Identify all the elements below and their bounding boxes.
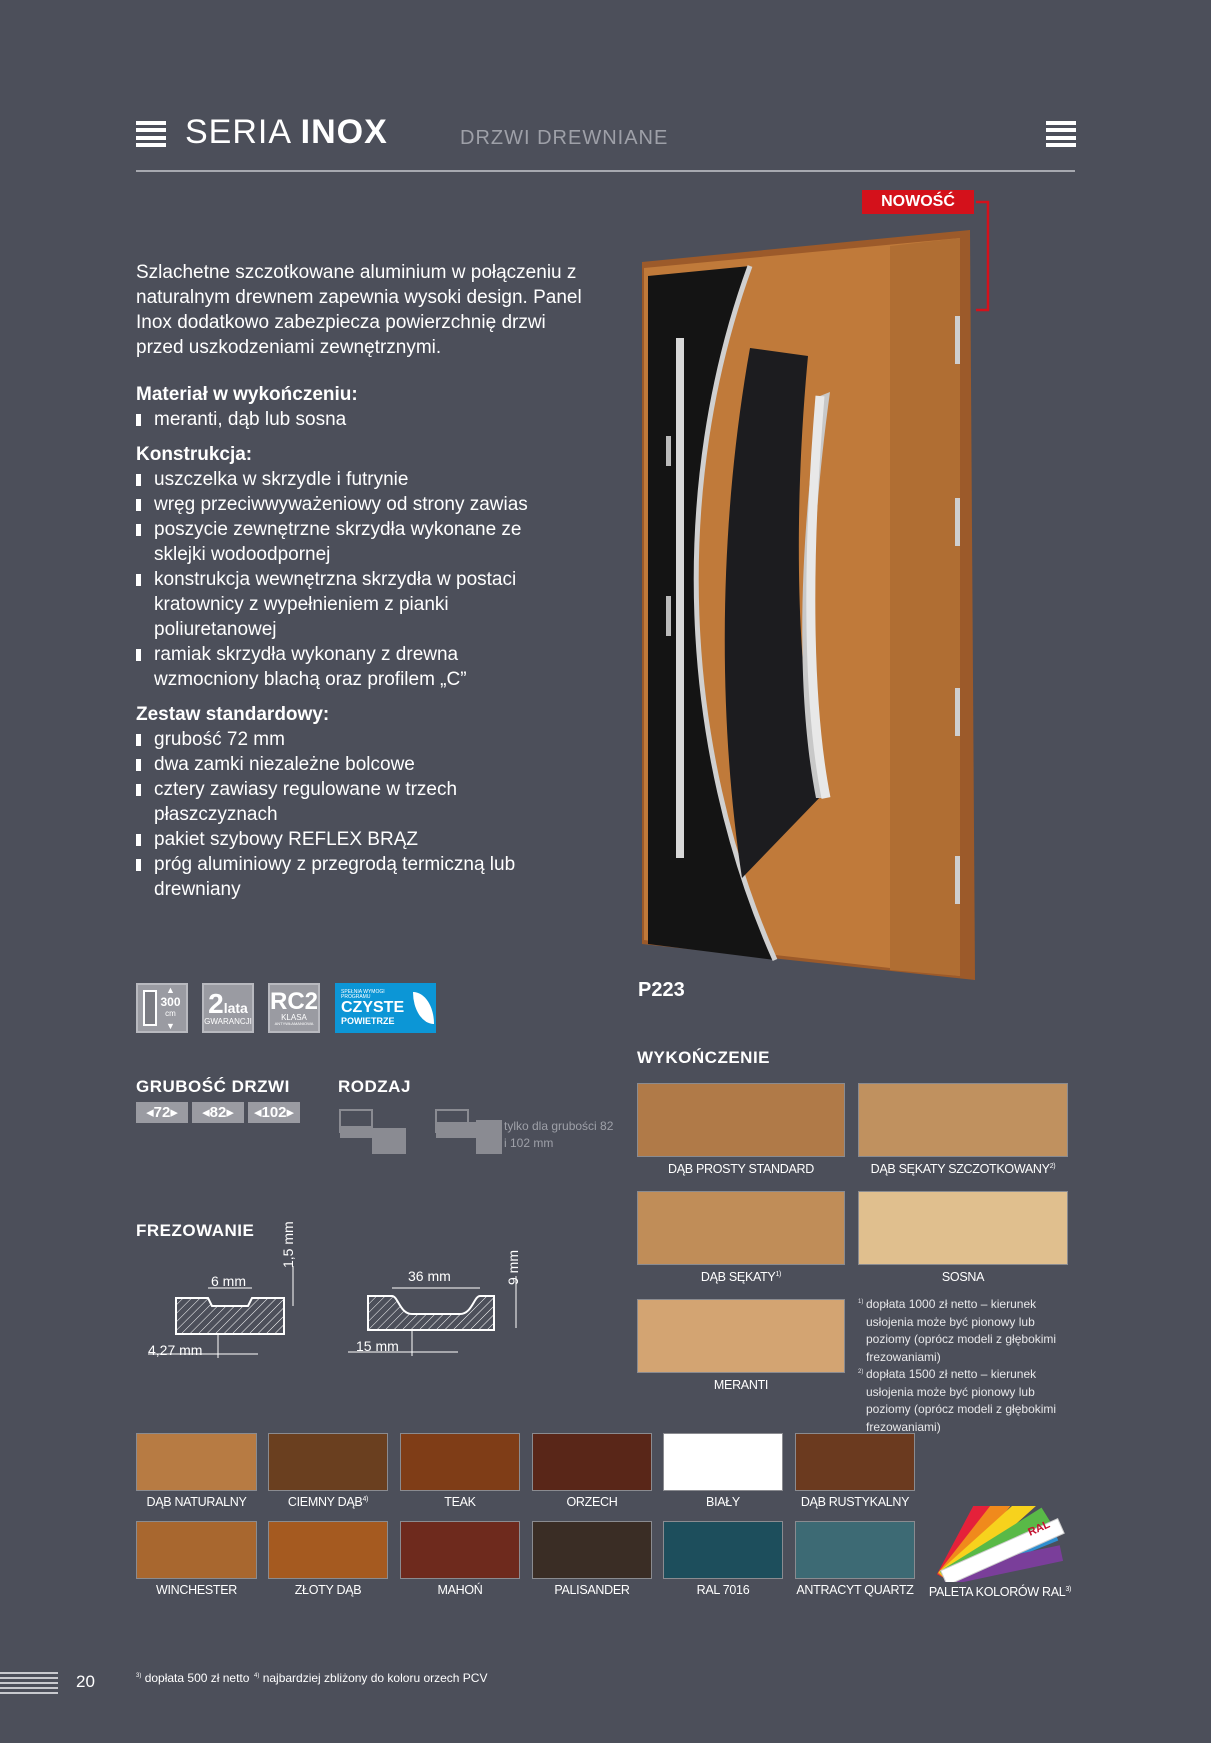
list-item: poszycie zewnętrzne skrzydła wykonane ze sklejki wodoodpornej: [136, 517, 596, 567]
thickness-option: ◂72▸: [136, 1102, 188, 1123]
material-heading: Materiał w wykończeniu:: [136, 384, 358, 405]
new-badge-connector: [976, 202, 988, 310]
finish-label: DĄB SĘKATY SZCZOTKOWANY$^{2)}$: [870, 1162, 1056, 1176]
standard-heading: Zestaw standardowy:: [136, 704, 330, 725]
color-label: ORZECH: [566, 1495, 618, 1509]
page-title: SERIA INOX: [185, 113, 388, 151]
menu-icon-right: [1046, 121, 1076, 147]
type-label: RODZAJ: [338, 1077, 411, 1096]
construction-list: [136, 467, 596, 692]
type-note: tylko dla grubości 82 i 102 mm: [504, 1119, 614, 1150]
list-item: ramiak skrzydła wykonany z drewna wzmocniony blachą oraz profilem „C”: [136, 642, 596, 692]
footer-note-4: $^{4)}$ najbardziej zbliżony do koloru orzech PCV: [254, 1671, 488, 1685]
hinge: [955, 498, 960, 546]
color-swatch: [136, 1433, 257, 1491]
color-swatch: [400, 1433, 520, 1491]
arrow-up-icon: ▲: [166, 985, 175, 995]
footer-note-3: $^{3)}$ dopłata 500 zł netto: [136, 1671, 250, 1685]
arrow-down-icon: ▼: [166, 1021, 175, 1031]
list-item: meranti, dąb lub sosna: [136, 407, 596, 432]
milling-1-width: 6 mm: [211, 1273, 246, 1289]
finish-note: 1) dopłata 1000 zł netto – kierunek usłojenia może być pionowy lub poziomy (oprócz modeli z głębokimi frezowaniami): [858, 1297, 1057, 1364]
list-item: pakiet szybowy REFLEX BRĄZ: [136, 827, 596, 852]
leaf-icon: [413, 992, 434, 1024]
finish-notes: [858, 1296, 1070, 1436]
ral-palette-image: [926, 1506, 1074, 1582]
type-icon-stepped: [434, 1108, 504, 1158]
finish-swatch: [858, 1083, 1068, 1157]
color-swatch: [663, 1433, 783, 1491]
page-number: 20: [76, 1672, 95, 1691]
milling-2-width: 36 mm: [408, 1268, 451, 1284]
page-subtitle: DRZWI DREWNIANE: [460, 127, 669, 149]
finish-swatch: [858, 1191, 1068, 1265]
door-image: [630, 186, 1000, 986]
finish-swatch: [637, 1191, 845, 1265]
eco-badge: SPEŁNIA WYMOGI PROGRAMU CZYSTE POWIETRZE: [335, 983, 436, 1033]
milling-1-base: 4,27 mm: [148, 1342, 203, 1358]
finish-swatch: [637, 1083, 845, 1157]
color-label: DĄB NATURALNY: [146, 1495, 247, 1509]
color-label: ZŁOTY DĄB: [294, 1583, 362, 1597]
color-swatch: [532, 1521, 652, 1579]
list-item: cztery zawiasy regulowane w trzech płaszczyznach: [136, 777, 596, 827]
milling-2-depth: 9 mm: [505, 1250, 521, 1285]
construction-heading: Konstrukcja:: [136, 444, 253, 465]
color-swatch: [532, 1433, 652, 1491]
list-item: dwa zamki niezależne bolcowe: [136, 752, 596, 777]
list-item: grubość 72 mm: [136, 727, 596, 752]
finish-label: MERANTI: [713, 1378, 769, 1392]
thickness-options: [136, 1102, 300, 1123]
hinge: [955, 316, 960, 364]
milling-2-base: 15 mm: [356, 1338, 399, 1354]
thickness-option: ◂102▸: [248, 1102, 300, 1123]
material-list: [136, 407, 596, 432]
thickness-option: ◂82▸: [192, 1102, 244, 1123]
warranty-badge: 2lata GWARANCJI: [202, 983, 254, 1033]
color-label: RAL 7016: [696, 1583, 750, 1597]
door-handle: [676, 338, 684, 858]
finish-label: DĄB PROSTY STANDARD: [668, 1162, 814, 1176]
color-label: MAHOŃ: [437, 1583, 483, 1597]
color-label: PALISANDER: [554, 1583, 630, 1597]
finish-swatch: [637, 1299, 845, 1373]
thickness-label: GRUBOŚĆ DRZWI: [136, 1077, 290, 1096]
color-label: DĄB RUSTYKALNY: [800, 1495, 910, 1509]
color-swatch: [795, 1433, 915, 1491]
description-column: [136, 260, 596, 902]
ral-logo: RAL: [1026, 1518, 1052, 1539]
footer-lines: [0, 1672, 58, 1694]
color-label: WINCHESTER: [155, 1583, 238, 1597]
milling-1-depth: 1,5 mm: [280, 1221, 296, 1268]
hinge: [955, 856, 960, 904]
list-item: wręg przeciwwyważeniowy od strony zawias: [136, 492, 596, 517]
color-swatch: [400, 1521, 520, 1579]
finish-note: 2) dopłata 1500 zł netto – kierunek usłojenia może być pionowy lub poziomy (oprócz modeli z głębokimi frezowaniami): [858, 1367, 1057, 1434]
product-code: P223: [638, 979, 685, 1001]
lock-plate: [666, 436, 671, 466]
list-item: konstrukcja wewnętrzna skrzydła w postaci kratownicy z wypełnieniem z pianki poliuretanowej: [136, 567, 596, 642]
door-icon: [143, 990, 157, 1026]
hinge: [955, 688, 960, 736]
color-swatch: [268, 1433, 388, 1491]
intro-text: Szlachetne szczotkowane aluminium w połączeniu z naturalnym drewnem zapewnia wysoki design. Panel Inox dodatkowo zabezpiecza powierzchnię drzwi przed uszkodzeniami zewnętrznymi.: [136, 262, 582, 358]
color-swatch: [663, 1521, 783, 1579]
menu-icon-left: [136, 121, 166, 147]
finish-heading: WYKOŃCZENIE: [637, 1048, 770, 1067]
milling-label: FREZOWANIE: [136, 1221, 255, 1240]
finish-label: DĄB SĘKATY$^{1)}$: [700, 1270, 782, 1284]
width-badge: ▲ 300 cm ▼: [136, 983, 188, 1033]
finish-label: SOSNA: [941, 1270, 985, 1284]
color-swatch: [136, 1521, 257, 1579]
rc2-badge: RC2 KLASA ANTYWŁAMANIOWA: [268, 983, 320, 1033]
color-label: BIAŁY: [706, 1495, 740, 1509]
color-label: ANTRACYT QUARTZ: [796, 1583, 914, 1597]
color-swatch: [795, 1521, 915, 1579]
ral-label: PALETA KOLORÓW RAL$^{3)}$: [928, 1585, 1072, 1599]
header-divider: [136, 170, 1075, 172]
color-label: TEAK: [444, 1495, 476, 1509]
lock-plate: [666, 596, 671, 636]
color-swatch: [268, 1521, 388, 1579]
new-badge: NOWOŚĆ: [862, 190, 974, 214]
standard-list: [136, 727, 596, 902]
color-label: CIEMNY DĄB$^{4)}$: [287, 1495, 369, 1509]
list-item: uszczelka w skrzydle i futrynie: [136, 467, 596, 492]
door-leaf-shade: [890, 238, 960, 976]
list-item: próg aluminiowy z przegrodą termiczną lub drewniany: [136, 852, 596, 902]
type-icon-flat: [338, 1108, 408, 1158]
